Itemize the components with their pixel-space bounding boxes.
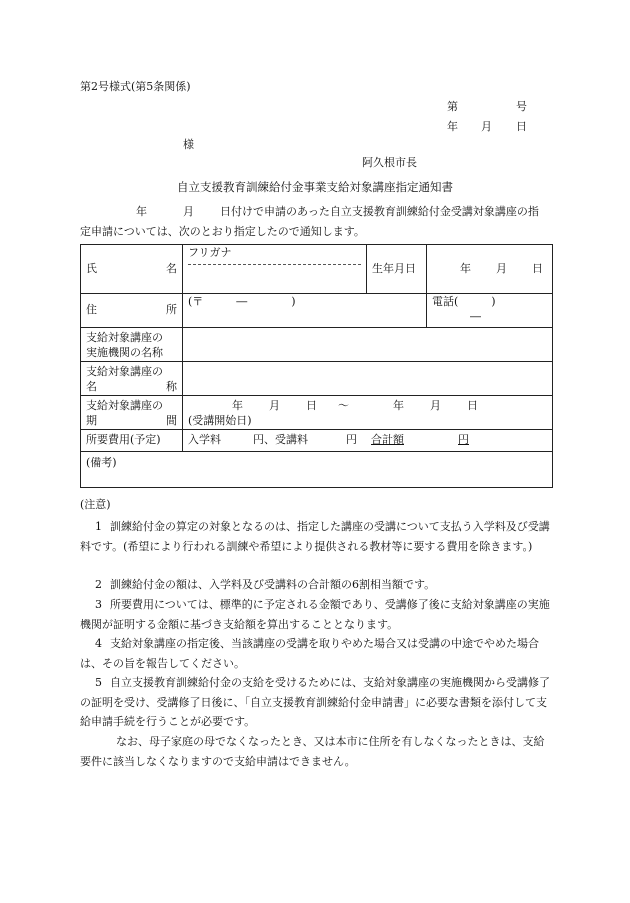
birth-month-label: 月 <box>496 261 507 275</box>
birth-label: 生年月日 <box>372 261 416 275</box>
course-label-2a: 名 <box>86 379 97 393</box>
note-text: 訓練給付金の額は、入学料及び受講料の合計額の6割相当額です。 <box>110 578 436 591</box>
row-remarks <box>81 452 553 488</box>
intro-text-1: 日付けで申請のあった自立支援教育訓練給付金受講対象講座の指 <box>220 205 539 218</box>
intro-year: 年 <box>136 205 147 218</box>
address-field-cell[interactable] <box>183 294 427 328</box>
name-field[interactable] <box>188 265 361 293</box>
note-footer-text: なお、母子家庭の母でなくなったとき、又は本市に住所を有しなくなったときは、支給要件に該当しなくなりますので支給申請はできません。 <box>80 735 545 768</box>
note-item-1 <box>80 517 554 556</box>
institution-label-2: 実施機関の名称 <box>86 345 163 359</box>
note-number: 2 <box>95 578 102 591</box>
name-label-cell <box>81 245 183 294</box>
note-number: 3 <box>95 598 102 611</box>
period-note: (受講開始日) <box>188 413 252 427</box>
period-field-cell[interactable] <box>183 396 553 430</box>
birth-year-label: 年 <box>460 261 471 275</box>
address-label-b: 所 <box>166 303 177 317</box>
period-label-2b: 間 <box>166 413 177 427</box>
name-field-cell[interactable] <box>183 245 367 294</box>
cost-total[interactable] <box>371 433 469 446</box>
period-label-cell <box>81 396 183 430</box>
cost-entry-label: 入学料 <box>188 433 221 447</box>
cost-total-yen: 円 <box>458 433 469 447</box>
row-course <box>81 362 553 396</box>
note-text: 訓練給付金の算定の対象となるのは、指定した講座の受講について支払う入学料及び受講料です。(希望により行われる訓練や希望により提供される教材等に要する費用を除きます。) <box>80 520 550 553</box>
birth-label-cell <box>367 245 427 294</box>
phone-label: 電話( ) <box>432 295 496 308</box>
cost-total-label: 合計額 <box>371 433 404 447</box>
course-label-1: 支給対象講座の <box>86 364 163 378</box>
period-start-year: 年 <box>232 398 243 412</box>
furigana-label: フリガナ <box>188 246 232 259</box>
date-year-label: 年 <box>447 120 458 133</box>
document-title: 自立支援教育訓練給付金事業支給対象講座指定通知書 <box>177 180 453 194</box>
address-label-cell <box>81 294 183 328</box>
form-number: 第2号様式(第5条関係) <box>80 80 191 93</box>
doc-number-prefix: 第 <box>447 100 458 113</box>
furigana-field[interactable] <box>188 245 361 265</box>
note-number: 4 <box>95 637 102 650</box>
address-label-a: 住 <box>86 303 97 317</box>
intro-text-2: 定申請については、次のとおり指定したので通知します。 <box>80 225 365 238</box>
cost-entry-yen: 円、受講料 <box>253 433 308 447</box>
issuer-name: 阿久根市長 <box>362 156 417 169</box>
note-item-4 <box>80 634 554 673</box>
cost-field-cell[interactable] <box>183 430 553 452</box>
institution-label-cell <box>81 328 183 362</box>
remarks-label: (備考) <box>86 456 117 469</box>
period-tilde: ～ <box>338 398 349 412</box>
note-number: 1 <box>95 520 102 533</box>
intro-month: 月 <box>183 205 194 218</box>
row-institution <box>81 328 553 362</box>
period-start[interactable] <box>188 398 324 413</box>
period-end-year: 年 <box>393 398 404 412</box>
institution-field[interactable] <box>183 328 553 362</box>
course-field[interactable] <box>183 362 553 396</box>
note-item-5 <box>80 673 554 732</box>
name-label-a: 氏 <box>86 261 97 275</box>
date-day-label: 日 <box>516 120 527 133</box>
name-label-b: 名 <box>166 261 177 275</box>
application-table <box>80 244 553 488</box>
note-item-3 <box>80 595 554 634</box>
note-number: 5 <box>95 676 102 689</box>
row-period <box>81 396 553 430</box>
addressee-honorific: 様 <box>183 138 194 151</box>
note-text: 支給対象講座の指定後、当該講座の受講を取りやめた場合又は受講の中途でやめた場合は、その旨を報告してください。 <box>80 637 539 670</box>
doc-number-suffix: 号 <box>516 100 527 113</box>
course-label-2b: 称 <box>166 379 177 393</box>
period-start-month: 月 <box>269 398 280 412</box>
remarks-field[interactable] <box>81 452 553 488</box>
row-address <box>81 294 553 328</box>
notes-heading: (注意) <box>80 498 111 511</box>
postal-code-field[interactable]: (〒 ― ) <box>188 295 296 308</box>
cost-label: 所要費用(予定) <box>86 433 161 447</box>
period-end-month: 月 <box>430 398 441 412</box>
note-item-2 <box>80 575 554 595</box>
birth-field-cell[interactable] <box>427 245 553 294</box>
period-start-day: 日 <box>306 398 317 412</box>
cost-label-cell <box>81 430 183 452</box>
note-text: 所要費用については、標準的に予定される金額であり、受講修了後に支給対象講座の実施機関が証明する金額に基づき支給額を算出することとなります。 <box>80 598 550 631</box>
note-footer <box>80 732 554 771</box>
phone-field-cell[interactable] <box>427 294 553 328</box>
period-end-day: 日 <box>467 398 478 412</box>
period-label-1: 支給対象講座の <box>86 398 163 412</box>
birth-day-label: 日 <box>532 261 543 275</box>
row-cost <box>81 430 553 452</box>
note-text: 自立支援教育訓練給付金の支給を受けるためには、支給対象講座の実施機関から受講修了の証明を受け、受講修了日後に、「自立支援教育訓練給付金申請書」に必要な書類を添付して支給申請手続を行うことが必要です。 <box>80 676 550 728</box>
date-month-label: 月 <box>481 120 492 133</box>
row-name <box>81 245 553 294</box>
institution-label-1: 支給対象講座の <box>86 330 163 344</box>
cost-tuition-yen: 円 <box>346 433 357 447</box>
intro-paragraph <box>80 202 554 242</box>
period-label-2a: 期 <box>86 413 97 427</box>
course-label-cell <box>81 362 183 396</box>
phone-dash: ― <box>470 309 481 323</box>
